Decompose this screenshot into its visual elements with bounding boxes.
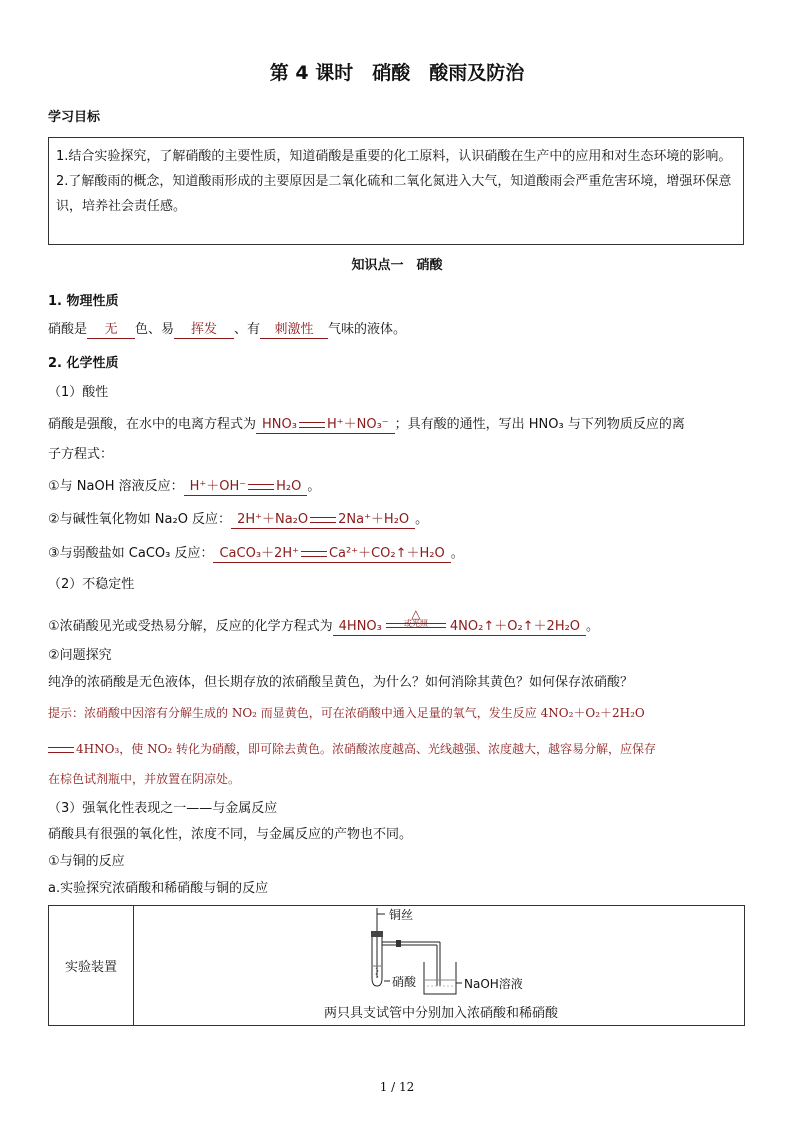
answer-blank: H⁺＋OH⁻ H₂O: [184, 479, 308, 496]
naoh-label: NaOH溶液: [464, 977, 523, 991]
hint-line-3: 在棕色试剂瓶中，并放置在阴凉处。: [48, 772, 241, 786]
unstable-heading: （2）不稳定性: [48, 577, 135, 592]
hint-line-2: 4HNO₃，使 NO₂ 转化为硝酸，即可除去黄色。浓硝酸浓度越高、光线越强、浓度越大，越容易分解，应保存: [48, 740, 656, 758]
light-condition: 或光照: [403, 618, 428, 628]
reaction-caco3: ③与弱酸盐如 CaCO₃ 反应： CaCO₃＋2H⁺ Ca²⁺＋CO₂↑＋H₂O 。: [48, 546, 464, 561]
chemical-heading: 2. 化学性质: [48, 356, 119, 371]
physical-heading: 1. 物理性质: [48, 294, 119, 309]
heat-symbol: △: [411, 606, 421, 621]
page-number: 1 / 12: [379, 1080, 415, 1094]
ionization-line: 硝酸是强酸，在水中的电离方程式为 HNO₃ H⁺＋NO₃⁻ ；具有酸的通性，写出 HNO₃ 与下列物质反应的离: [48, 417, 685, 432]
page-title: 第 4 课时 硝酸 酸雨及防治: [269, 62, 525, 84]
question-heading: ②问题探究: [48, 648, 112, 663]
answer-blank: CaCO₃＋2H⁺ Ca²⁺＋CO₂↑＋H₂O: [213, 546, 450, 563]
acid-heading: （1）酸性: [48, 385, 109, 400]
experiment-table: [48, 905, 745, 1026]
answer-blank: 挥发: [174, 322, 234, 339]
copper-wire-label: 铜丝: [389, 908, 414, 922]
objective-1: 1.结合实验探究，了解硝酸的主要性质，知道硝酸是重要的化工原料，认识硝酸在生产中的应用和对生态环境的影响。: [56, 149, 732, 164]
hint-line-1: 提示：浓硝酸中因溶有分解生成的 NO₂ 而显黄色，可在浓硝酸中通入足量的氧气，发生反应 4NO₂＋O₂＋2H₂O: [48, 706, 645, 720]
answer-blank: HNO₃ H⁺＋NO₃⁻: [256, 417, 395, 434]
answer-blank: 2H⁺＋Na₂O 2Na⁺＋H₂O: [231, 512, 415, 529]
oxidation-heading: （3）强氧化性表现之一——与金属反应: [48, 801, 278, 816]
answer-blank: 无: [87, 322, 135, 339]
objectives-box: [48, 137, 744, 245]
reaction-na2o: ②与碱性氧化物如 Na₂O 反应： 2H⁺＋Na₂O 2Na⁺＋H₂O 。: [48, 512, 429, 527]
apparatus-caption: 两只具支试管中分别加入浓硝酸和稀硝酸: [323, 1006, 558, 1021]
nitric-acid-label: 硝酸: [392, 975, 417, 989]
section-heading: 知识点一 硝酸: [351, 258, 443, 273]
copper-heading: ①与铜的反应: [48, 854, 125, 869]
answer-blank: 4HNO₃ △ 或光照 4NO₂↑＋O₂↑＋2H₂O: [333, 619, 586, 636]
answer-blank: 刺激性: [260, 322, 328, 339]
objective-2: 2.了解酸雨的概念，知道酸雨形成的主要原因是二氧化硫和二氧化氮进入大气，知道酸雨会严重危害环境，增强环保意识，培养社会责任感。: [56, 174, 732, 214]
oxidation-text: 硝酸具有很强的氧化性，浓度不同，与金属反应的产物也不同。: [48, 827, 413, 842]
question-text: 纯净的浓硝酸是无色液体，但长期存放的浓硝酸呈黄色，为什么？如何消除其黄色？如何保存浓硝酸？: [48, 675, 634, 690]
objectives-heading: 学习目标: [48, 110, 101, 125]
ionization-line-cont: 子方程式：: [48, 447, 114, 462]
decomposition-line: ①浓硝酸见光或受热易分解，反应的化学方程式为 4HNO₃ △ 或光照 4NO₂↑＋O₂↑＋2H₂O 。: [48, 606, 600, 634]
physical-line: 硝酸是 无 色、易 挥发 、有 刺激性 气味的液体。: [48, 322, 407, 337]
reaction-naoh: ①与 NaOH 溶液反应： H⁺＋OH⁻ H₂O 。: [48, 479, 321, 494]
table-label: 实验装置: [49, 906, 134, 1026]
apparatus-cell: [134, 906, 745, 1026]
copper-experiment-heading: a.实验探究浓硝酸和稀硝酸与铜的反应: [48, 881, 269, 896]
